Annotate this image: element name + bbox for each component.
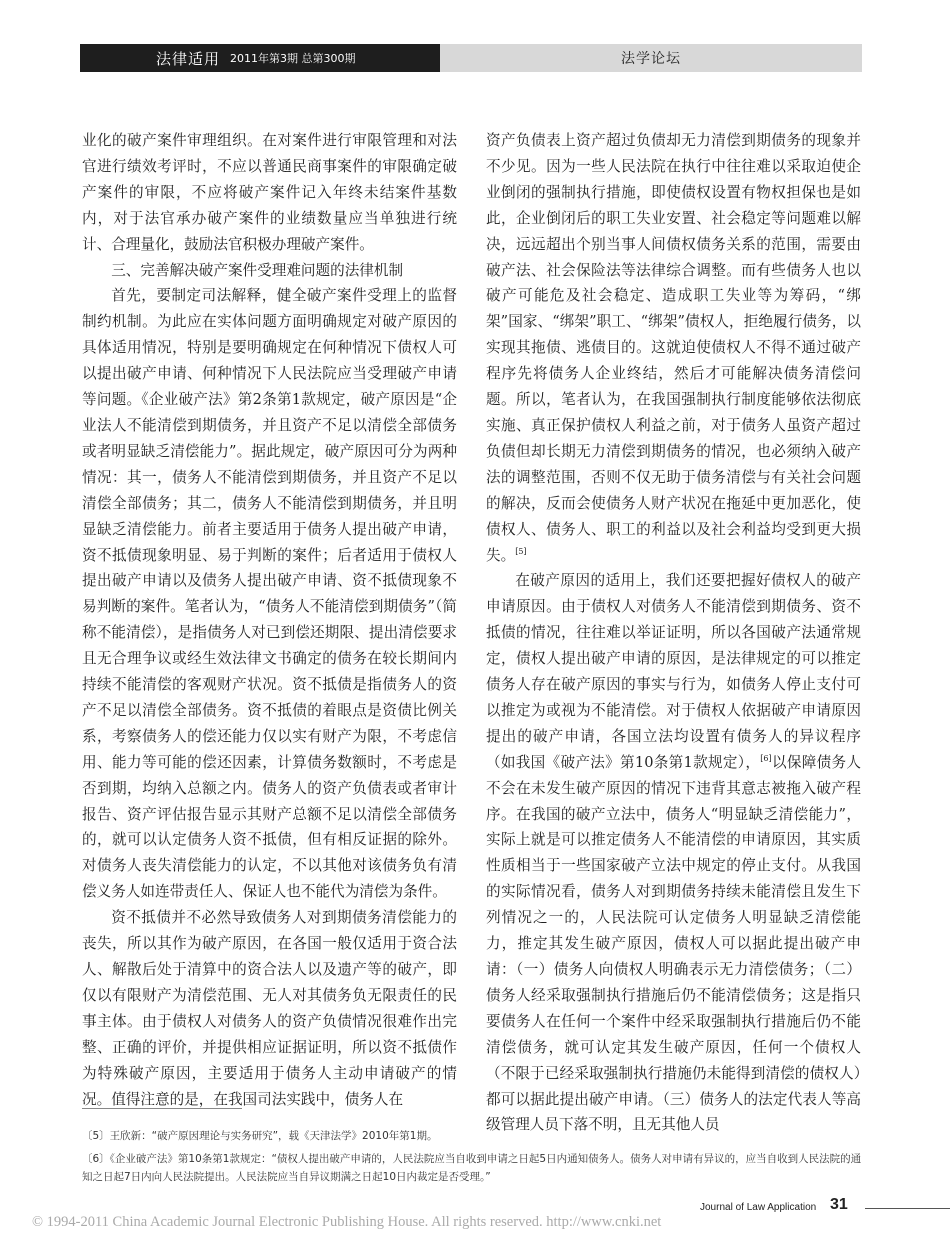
paragraph: 业化的破产案件审理组织。在对案件进行审限管理和对法官进行绩效考评时，不应以普通民商事案件的审限确定破产案件的审限，不应将破产案件记入年终未结案件基数内，对于法官承办破产案件的业绩数量应当单独进行统计、合理量化，鼓励法官积极办理破产案件。 — [82, 132, 457, 253]
footnote: 〔5〕王欣新：“破产原因理论与实务研究”，载《天津法学》2010年第1期。 — [82, 1130, 438, 1142]
paragraph — [486, 128, 861, 568]
section-header — [440, 44, 862, 72]
paragraph-text: 在破产原因的适用上，我们还要把握好债权人的破产申请原因。由于债权人对债务人不能清偿到期债务、资不抵债的情况，往往难以举证证明，所以各国破产法通常规定，债权人提出破产申请的原因，是法律规定的可以推定债务人存在破产原因的事实与行为，如债务人停止支付可以推定为或视为不能清偿。对于债权人依据破产申请原因提出的破产申请，各国立法均设置有债务人的异议程序（如我国《破产法》第10条第1款规定）， — [486, 572, 861, 771]
paragraph-text: 资产负债表上资产超过负债却无力清偿到期债务的现象并不少见。因为一些人民法院在执行中往往难以采取迫使企业倒闭的强制执行措施，即使债权设置有物权担保也是如此，企业倒闭后的职工失业安置、社会稳定等问题难以解决，远远超出个别当事人间债权债务关系的范围，需要由破产法、社会保险法等法律综合调整。而有些债务人也以破产可能危及社会稳定、造成职工失业等为筹码，“绑架”国家、“绑架”职工、“绑架”债权人，拒绝履行债务，以实现其拖债、逃债目的。这就迫使债权人不得不通过破产程序先将债务人企业终结，然后才可能解决债务清偿问题。所以，笔者认为，在我国强制执行制度能够依法彻底实施、真正保护债权人利益之前，对于债务人虽资产超过负债但却长期无力清偿到期债务的情况，也必须纳入破产法的调整范围，否则不仅无助于债务清偿与有关社会问题的解决，反而会使债务人财产状况在拖延中更加恶化，使债权人、债务人、职工的利益以及社会利益均受到更大损失。 — [486, 132, 861, 564]
footnote-divider — [82, 1108, 242, 1109]
journal-header — [80, 44, 440, 72]
paragraph: 资不抵债并不必然导致债务人对到期债务清偿能力的丧失，所以其作为破产原因，在各国一般仅适用于资合法人、解散后处于清算中的资合法人以及遗产等的破产，即仅以有限财产为清偿范围、无人对其债务负无限责任的民事主体。由于债权人对债务人的资产负债情况很难作出完整、正确的评价，并提供相应证据证明，所以资不抵债作为特殊破产原因，主要适用于债务人主动申请破产的情况。值得注意的是，在我国司法实践中，债务人在 — [82, 909, 457, 1108]
section-heading: 三、完善解决破产案件受理难问题的法律机制 — [111, 261, 404, 279]
footnote-ref: [6] — [760, 753, 772, 763]
copyright-watermark: © 1994-2011 China Academic Journal Electronic Publishing House. All rights reserved. http://www.cnki.net — [32, 1214, 662, 1230]
footnote: 〔6〕《企业破产法》第10条第1款规定：“债权人提出破产申请的，人民法院应当自收到申请之日起5日内通知债务人。债务人对申请有异议的，应当自收到人民法院的通知之日起7日内向人民法院提出。人民法院应当自异议期满之日起10日内裁定是否受理。” — [82, 1153, 862, 1183]
journal-english-title: Journal of Law Application — [700, 1202, 817, 1213]
footer-rule — [865, 1208, 950, 1209]
section-title: 法学论坛 — [621, 51, 681, 67]
left-column — [82, 128, 457, 1112]
page-number: 31 — [830, 1196, 848, 1213]
paragraph: 首先，要制定司法解释，健全破产案件受理上的监督制约机制。为此应在实体问题方面明确规定对破产原因的具体适用情况，特别是要明确规定在何种情况下债权人可以提出破产申请、何种情况下人民法院应当受理破产申请等问题。《企业破产法》第2条第1款规定，破产原因是“企业法人不能清偿到期债务，并且资产不足以清偿全部债务或者明显缺乏清偿能力”。据此规定，破产原因可分为两种情况：其一，债务人不能清偿到期债务，并且资产不足以清偿全部债务；其二，债务人不能清偿到期债务，并且明显缺乏清偿能力。前者主要适用于债务人提出破产申请，资不抵债现象明显、易于判断的案件；后者适用于债权人提出破产申请以及债务人提出破产申请、资不抵债现象不易判断的案件。笔者认为，“债务人不能清偿到期债务”（简称不能清偿），是指债务人对已到偿还期限、提出清偿要求且无合理争议或经生效法律文书确定的债务在较长期间内持续不能清偿的客观财产状况。资不抵债是指债务人的资产不足以清偿全部债务。资不抵债的着眼点是资债比例关系，考察债务人的偿还能力仅以实有财产为限，不考虑信用、能力等可能的偿还因素，计算债务数额时，不考虑是否到期，均纳入总额之内。债务人的资产负债表或者审计报告、资产评估报告显示其财产总额不足以清偿全部债务的，就可以认定债务人资不抵债，但有相反证据的除外。对债务人丧失清偿能力的认定，不以其他对该债务负有清偿义务人如连带责任人、保证人也不能代为清偿为条件。 — [82, 287, 457, 901]
journal-name: 法律适用 — [156, 49, 221, 68]
footnote-ref: [5] — [515, 546, 527, 556]
right-column — [486, 128, 861, 1138]
paragraph — [486, 568, 861, 1138]
issue-info: 2011年第3期 总第300期 — [230, 52, 356, 65]
paragraph-text-cont: 以保障债务人不会在未发生破产原因的情况下违背其意志被拖入破产程序。在我国的破产立法中，债务人“明显缺乏清偿能力”，实际上就是可以推定债务人不能清偿的申请原因，其实质性质相当于一些国家破产立法中规定的停止支付。从我国的实际情况看，债务人对到期债务持续未能清偿且发生下列情况之一的，人民法院可认定债务人明显缺乏清偿能力，推定其发生破产原因，债权人可以据此提出破产申请：（一）债务人向债权人明确表示无力清偿债务；（二）债务人经采取强制执行措施后仍不能清偿债务；这是指只要债务人在任何一个案件中经采取强制执行措施后仍不能清偿债务，就可认定其发生破产原因，任何一个债权人（不限于已经采取强制执行措施仍未能得到清偿的债权人）都可以据此提出破产申请。（三）债务人的法定代表人等高级管理人员下落不明，且无其他人员 — [486, 753, 861, 1134]
